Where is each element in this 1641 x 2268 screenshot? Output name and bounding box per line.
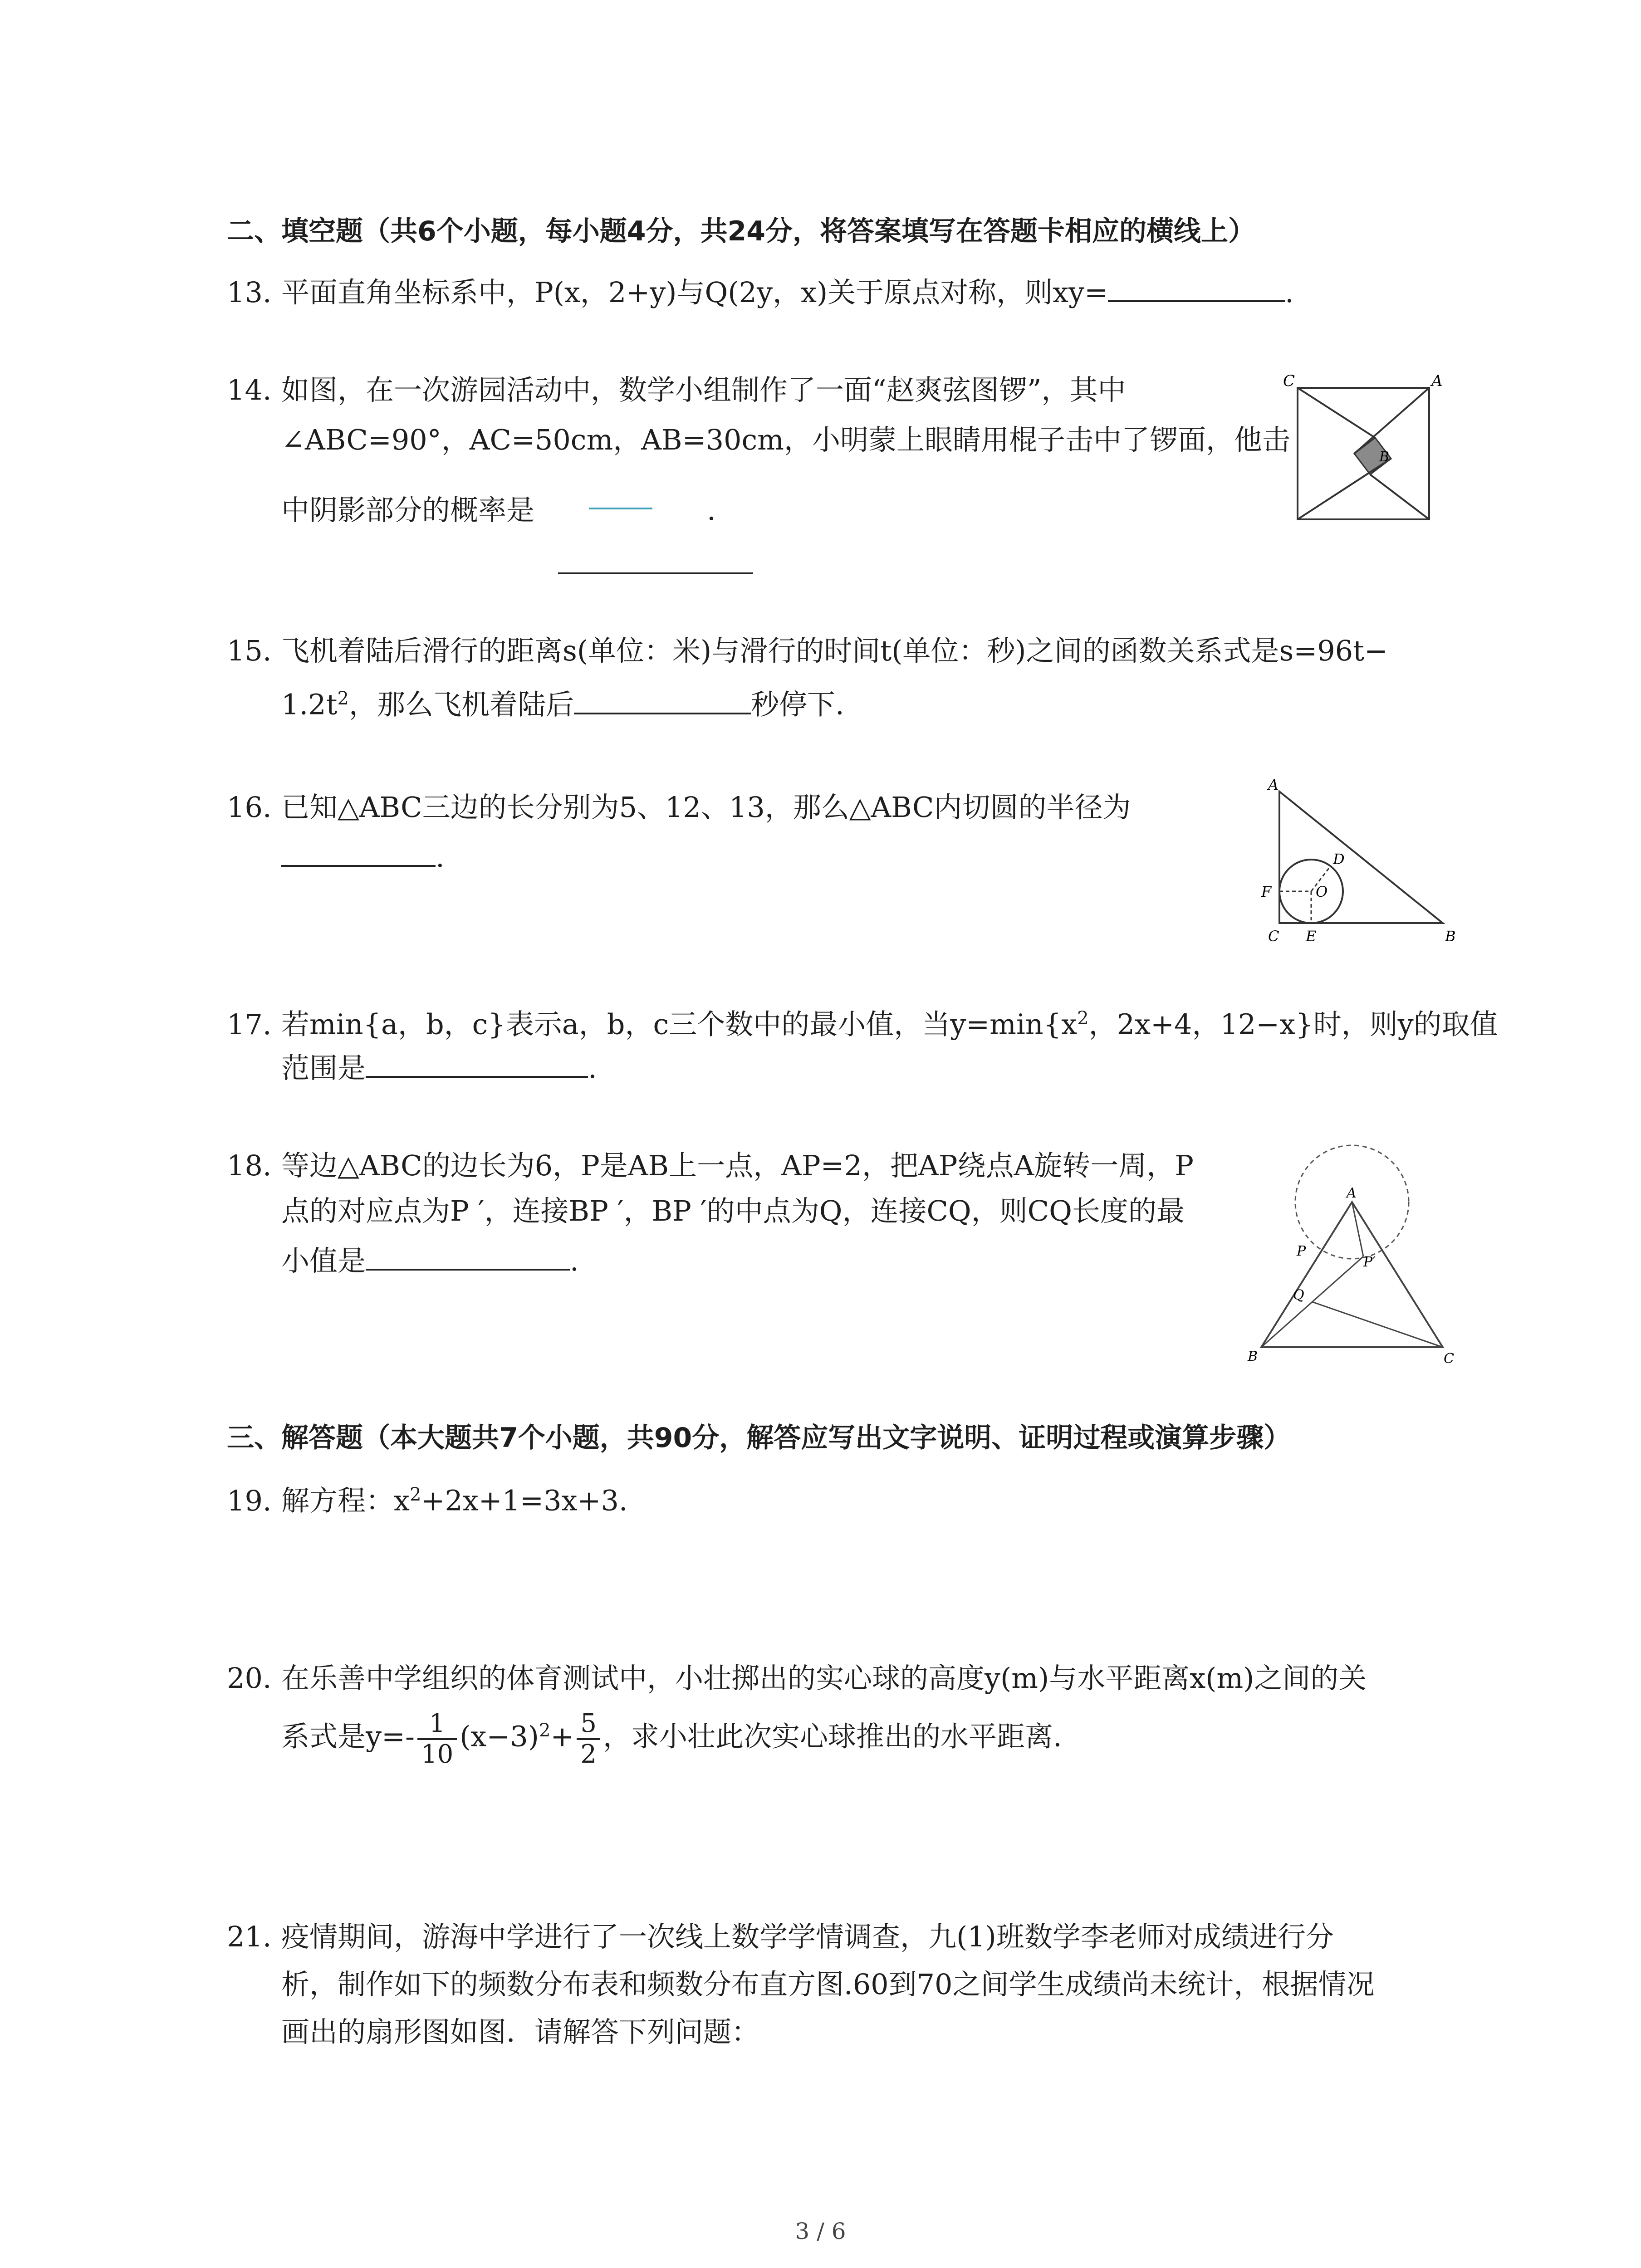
question-text-line2: 范围是 xyxy=(281,1051,366,1085)
label-b: B xyxy=(1248,1349,1258,1364)
question-15 xyxy=(227,633,1388,669)
triangle-abc xyxy=(1279,792,1443,923)
chord-line xyxy=(1298,459,1391,519)
question-18-line3 xyxy=(281,1243,579,1279)
question-end: . xyxy=(588,1051,597,1085)
question-text-line1: 飞机着陆后滑行的距离s(单位：米)与滑行的时间t(单位：秒)之间的函数关系式是s=96t− xyxy=(281,634,1388,667)
label-p-prime: P′ xyxy=(1363,1254,1376,1270)
question-number: 17. xyxy=(227,1007,272,1041)
exponent: 2 xyxy=(337,688,349,709)
label-c: C xyxy=(1268,928,1279,945)
question-end: . xyxy=(707,494,716,527)
triangle-abc xyxy=(1261,1202,1443,1347)
answer-blank[interactable] xyxy=(281,840,436,867)
label-d: D xyxy=(1333,850,1345,868)
question-13 xyxy=(227,274,1294,311)
question-21-line3: 画出的扇形图如图．请解答下列问题： xyxy=(281,2015,760,2048)
answer-blank[interactable] xyxy=(1108,275,1285,302)
numerator: 5 xyxy=(577,1709,600,1740)
question-text: ，求小壮此次实心球推出的水平距离. xyxy=(603,1720,1062,1753)
label-e: E xyxy=(1306,928,1317,945)
label-c: C xyxy=(1444,1351,1454,1367)
question-text-line1: 等边△ABC的边长为6，P是AB上一点，AP=2，把AP绕点A旋转一周，P xyxy=(281,1149,1194,1182)
question-18 xyxy=(227,1148,1194,1184)
question-text: 若min{a，b，c}表示a，b，c三个数中的最小值，当y=min{x xyxy=(281,1007,1078,1041)
question-text-line1: 在乐善中学组织的体育测试中，小壮掷出的实心球的高度y(m)与水平距离x(m)之间的关 xyxy=(281,1662,1367,1695)
fraction-stub xyxy=(589,492,652,509)
section-2-heading: 二、填空题（共6个小题，每小题4分，共24分，将答案填写在答题卡相应的横线上） xyxy=(227,215,1255,247)
answer-blank[interactable] xyxy=(366,1243,570,1271)
question-text-line1: 如图，在一次游园活动中，数学小组制作了一面“赵爽弦图锣”，其中 xyxy=(281,373,1126,406)
rotation-triangle-figure xyxy=(1243,1134,1461,1370)
formula-part: 1.2t xyxy=(281,688,338,721)
question-end: . xyxy=(570,1244,579,1277)
question-number: 16. xyxy=(227,791,272,824)
chord-line xyxy=(1370,474,1429,519)
question-number: 21. xyxy=(227,1920,272,1953)
question-14-line3 xyxy=(281,492,716,528)
label-a: A xyxy=(1268,776,1279,793)
label-a: A xyxy=(1431,372,1443,390)
exponent: 2 xyxy=(539,1720,551,1741)
label-a: A xyxy=(1347,1185,1357,1201)
question-17-line2 xyxy=(281,1050,597,1086)
question-19 xyxy=(227,1476,628,1519)
question-number: 15. xyxy=(227,634,272,667)
fraction-1-10 xyxy=(417,1709,457,1769)
question-20-line2 xyxy=(281,1699,1062,1769)
chord-line xyxy=(1298,388,1375,438)
question-end: . xyxy=(1285,276,1294,309)
question-text-line3: 中阴影部分的概率是 xyxy=(281,494,535,527)
question-18-line2: 点的对应点为P ′，连接BP ′，BP ′的中点为Q，连接CQ，则CQ长度的最 xyxy=(281,1194,1185,1227)
denominator: 2 xyxy=(580,1739,597,1769)
question-number: 13. xyxy=(227,276,272,309)
segment-cq xyxy=(1312,1302,1443,1347)
question-text-line1: 已知△ABC三边的长分别为5、12、13，那么△ABC内切圆的半径为 xyxy=(281,791,1131,824)
question-number: 18. xyxy=(227,1149,272,1182)
formula-part: 系式是y=- xyxy=(281,1720,415,1753)
question-16-line2 xyxy=(281,839,445,875)
label-o: O xyxy=(1316,883,1328,900)
question-14 xyxy=(227,372,1126,408)
answer-blank[interactable] xyxy=(558,545,753,574)
label-f: F xyxy=(1261,883,1272,900)
zhao-shuang-figure xyxy=(1275,370,1443,524)
numerator: 1 xyxy=(417,1709,457,1740)
question-15-line2 xyxy=(281,680,844,723)
label-p: P xyxy=(1297,1243,1306,1259)
question-16 xyxy=(227,789,1131,826)
formula-part: (x−3) xyxy=(460,1720,539,1753)
exponent: 2 xyxy=(409,1484,421,1505)
label-q: Q xyxy=(1293,1287,1304,1303)
section-3-heading: 三、解答题（本大题共7个小题，共90分，解答应写出文字说明、证明过程或演算步骤） xyxy=(227,1422,1291,1454)
label-c: C xyxy=(1283,372,1295,390)
question-number: 20. xyxy=(227,1662,272,1695)
answer-blank[interactable] xyxy=(574,687,751,714)
page-number: 3 / 6 xyxy=(795,2218,846,2244)
answer-blank[interactable] xyxy=(366,1051,588,1078)
fraction-5-2 xyxy=(577,1709,600,1769)
label-b: B xyxy=(1379,449,1390,465)
label-b: B xyxy=(1445,928,1456,945)
exponent: 2 xyxy=(1077,1008,1089,1029)
question-text-line1: 疫情期间，游海中学进行了一次线上数学学情调查，九(1)班数学李老师对成绩进行分 xyxy=(281,1920,1334,1953)
formula-part: + xyxy=(550,1720,574,1753)
question-text: 解方程：x xyxy=(281,1484,410,1517)
question-text-line3: 小值是 xyxy=(281,1244,366,1277)
question-14-line2: ∠ABC=90°，AC=50cm，AB=30cm，小明蒙上眼睛用棍子击中了锣面，他击 xyxy=(281,423,1290,456)
question-20 xyxy=(227,1660,1367,1696)
question-text: 秒停下. xyxy=(750,688,844,721)
question-text: 平面直角坐标系中，P(x，2+y)与Q(2y，x)关于原点对称，则xy= xyxy=(281,276,1108,309)
question-17 xyxy=(227,1000,1498,1043)
denominator: 10 xyxy=(421,1739,454,1769)
question-21 xyxy=(227,1919,1334,1955)
question-text: ，2x+4，12−x}时，则y的取值 xyxy=(1088,1007,1498,1041)
question-number: 19. xyxy=(227,1484,272,1517)
question-text: +2x+1=3x+3. xyxy=(421,1484,628,1517)
incircle-triangle-figure xyxy=(1243,773,1461,946)
chord-line xyxy=(1354,388,1429,454)
question-number: 14. xyxy=(227,373,272,406)
question-end: . xyxy=(436,841,445,874)
question-21-line2: 析，制作如下的频数分布表和频数分布直方图.60到70之间学生成绩尚未统计，根据情况 xyxy=(281,1968,1375,2001)
question-text: ，那么飞机着陆后 xyxy=(348,688,574,721)
